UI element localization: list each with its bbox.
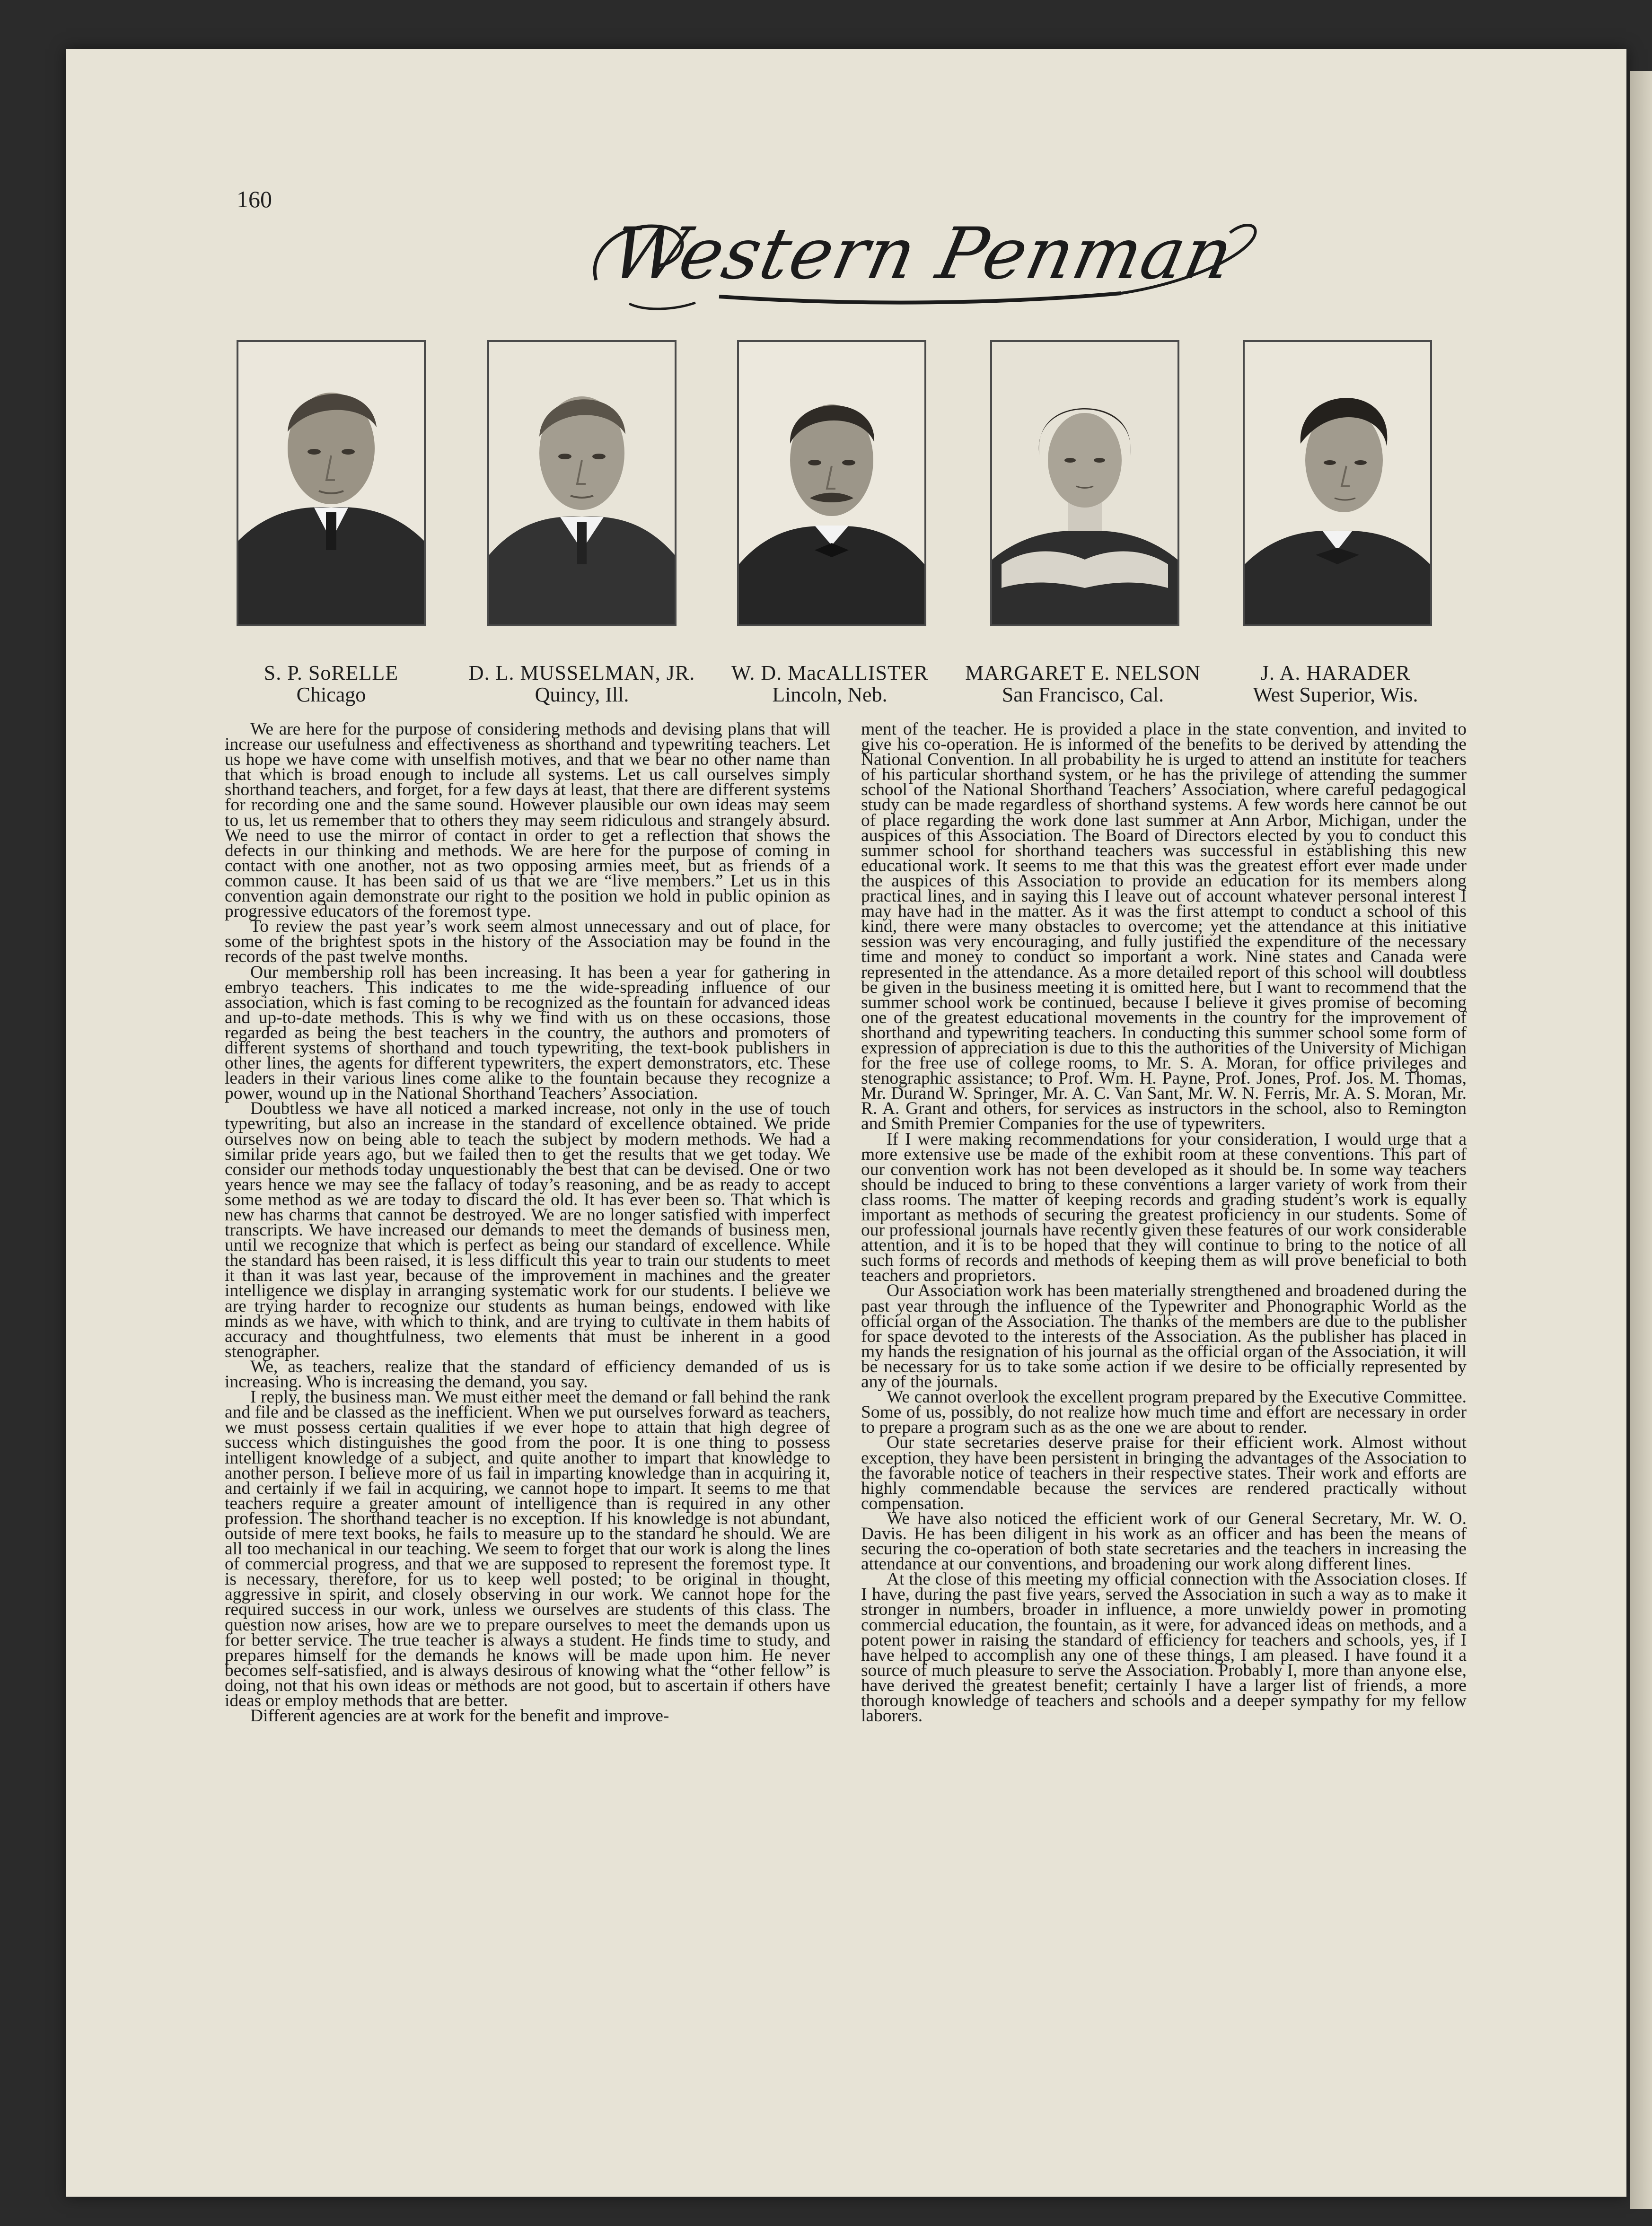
caption-place: Chicago bbox=[296, 683, 366, 706]
paragraph: We are here for the purpose of considering methods and devising plans that will increase our usefulness and effectiveness as shorthand and typewriting teachers. Let us hope we have come with unselfish motives, and that we bear no other name than that which is broad enough to include all systems. Let us call ourselves simply shorthand teachers, and forget, for a few days at least, that there are different systems for recording one and the same sound. However plausible our own ideas may seem to us, let us remember that to others they may seem ridiculous and strangely absurd. We need to use the mirror of contact in order to get a reflection that shows the defects in our thinking and methods. We are here for the purpose of coming in contact with one another, not as two opposing armies meet, but as friends of a common cause. It has been said of us that we are “live members.” Let us in this convention again demonstrate our right to the position we hold in public opinion as progressive educators of the foremost type. bbox=[225, 719, 830, 921]
left-text-column bbox=[225, 719, 830, 1726]
caption-name: J. A. HARADER bbox=[1260, 661, 1411, 684]
portrait-caption-2 bbox=[459, 662, 705, 706]
magazine-page bbox=[66, 49, 1626, 2197]
caption-name: W. D. MacALLISTER bbox=[731, 661, 929, 684]
portrait-caption-4 bbox=[960, 662, 1206, 706]
next-page-edge bbox=[1630, 71, 1652, 2209]
caption-place: San Francisco, Cal. bbox=[1002, 683, 1164, 706]
portrait-caption-1 bbox=[208, 662, 454, 706]
caption-name: D. L. MUSSELMAN, JR. bbox=[468, 661, 695, 684]
caption-place: West Superior, Wis. bbox=[1253, 683, 1418, 706]
portrait-caption-3 bbox=[707, 662, 953, 706]
paragraph: If I were making recommendations for your consideration, I would urge that a more extensive use be made of the exhibit room at these conventions. This part of our convention work has not been developed as it should be. In some way teachers should be induced to bring to these conventions a larger variety of work from their class rooms. The matter of keeping records and grading student’s work is equally important as methods of securing the greatest proficiency in our students. Some of our professional journals have recently given these features of our work considerable attention, and it is to be hoped that they will continue to bring to the notice of all such forms of records and methods of keeping them as will prove beneficial to both teachers and proprietors. bbox=[861, 1129, 1467, 1286]
paragraph: We cannot overlook the excellent program prepared by the Executive Committee. Some of us, possibly, do not realize how much time and effort are necessary in order to prepare a program such as as the one we are about to render. bbox=[861, 1387, 1467, 1437]
portrait-photo-3 bbox=[737, 340, 926, 626]
paragraph: ment of the teacher. He is provided a place in the state convention, and invited to give his co-operation. He is informed of the benefits to be derived by attending the National Convention. In all probability he is urged to attend an institute for teachers of his particular shorthand system, or he has the privilege of attending the summer school of the National Shorthand Teachers’ Association, where careful pedagogical study can be made regardless of shorthand systems. A few words here cannot be out of place regarding the work done last summer at Ann Arbor, Michigan, under the auspices of this Association. The Board of Directors elected by you to conduct this summer school for shorthand teachers was successful in establishing this new educational work. It seems to me that this was the greatest effort ever made under the auspices of this Association to provide an education for its members along practical lines, and in saying this I leave out of account whatever personal interest I may have had in the matter. As it was the first attempt to conduct a school of this kind, there were many obstacles to overcome; yet the attendance at this initiative session was very encouraging, and fully justified the expenditure of the necessary time and money to conduct so important a work. Nine states and Canada were represented in the attendance. As a more detailed report of this school will doubtless be given in the business meeting it is omitted here, but I want to recommend that the summer school work be continued, because I believe it gives promise of becoming one of the greatest educational movements in the country for the improvement of shorthand and typewriting teachers. In conducting this summer school some form of expression of appreciation is due to this the authorities of the University of Michigan for the free use of college rooms, to Mr. S. A. Moran, for office privileges and stenographic assistance; to Prof. Wm. H. Payne, Prof. Jones, Prof. Jos. M. Thomas, Mr. Durand W. Springer, Mr. A. C. Van Sant, Mr. W. N. Ferris, Mr. A. S. Moran, Mr. R. A. Grant and others, for services as instructors in the school, also to Remington and Smith Premier Companies for the use of typewriters. bbox=[861, 719, 1467, 1134]
caption-name: S. P. SoRELLE bbox=[264, 661, 399, 684]
portrait-photo-1 bbox=[237, 340, 426, 626]
masthead-logo bbox=[577, 209, 1268, 318]
portrait-photo-5 bbox=[1243, 340, 1432, 626]
portrait-caption-5 bbox=[1213, 662, 1459, 706]
caption-place: Quincy, Ill. bbox=[535, 683, 629, 706]
portrait-photo-2 bbox=[487, 340, 677, 626]
caption-name: MARGARET E. NELSON bbox=[965, 661, 1201, 684]
right-text-column bbox=[861, 719, 1467, 1726]
masthead-title: Western Penman bbox=[604, 213, 1241, 295]
paragraph: Our state secretaries deserve praise for their efficient work. Almost without exception, they have been persistent in bringing the advantages of the Association to the favorable notice of teachers in their respective states. Their work and efforts are highly commendable because the services are rendered practically without compensation. bbox=[861, 1433, 1467, 1513]
paragraph: We, as teachers, realize that the standard of efficiency demanded of us is increasing. Who is increasing the demand, you say. bbox=[225, 1357, 830, 1392]
paragraph: Doubtless we have all noticed a marked increase, not only in the use of touch typewriting, but also an increase in the standard of excellence obtained. We pride ourselves now on being able to teach the subject by modern methods. We had a similar pride years ago, but we failed then to get the results that we get today. We consider our methods today unquestionably the best that can be devised. One or two years hence we may see the fallacy of today’s reasoning, and be as ready to accept some method as we are today to discard the old. It has ever been so. That which is new has charms that cannot be destroyed. We are no longer satisfied with imperfect transcripts. We have increased our demands to meet the demands of business men, until we recognize that which is perfect as being our standard of excellence. While the standard has been raised, it is less difficult this year to train our students to meet it than it was last year, because of the improvement in machines and the greater intelligence we display in arranging systematic work for our students. I believe we are trying harder to recognize our students as human beings, endowed with like minds as we have, with which to think, and are trying to cultivate in them habits of accuracy and thoughtfulness, two elements that must be inherent in a good stenographer. bbox=[225, 1099, 830, 1361]
paragraph: At the close of this meeting my official connection with the Association closes. If I have, during the past five years, served the Association in such a way as to make it stronger in numbers, broader in influence, a more unwieldy power in promoting commercial education, the fountain, as it were, for advanced ideas on methods, and a potent power in raising the standard of efficiency for teachers and schools, yes, if I have helped to accomplish any one of these things, I am pleased. I have found it a source of much pleasure to serve the Association. Probably I, more than anyone else, have derived the greatest benefit; certainly I have a larger list of friends, a more thorough knowledge of teachers and schools and a deeper sympathy for my fellow laborers. bbox=[861, 1569, 1467, 1726]
paragraph: We have also noticed the efficient work of our General Secretary, Mr. W. O. Davis. He has been diligent in his work as an officer and has been the means of securing the co-operation of both state secretaries and the teachers in increasing the attendance at our conventions, and broadening our work along different lines. bbox=[861, 1508, 1467, 1574]
paragraph: Different agencies are at work for the benefit and improve- bbox=[250, 1706, 669, 1726]
paragraph: Our membership roll has been increasing. It has been a year for gathering in embryo teachers. This indicates to me the wide-spreading influence of our association, which is fast coming to be recognized as the fountain for advanced ideas and up-to-date methods. This is why we find with us on these occasions, those regarded as being the best teachers in the country, the authors and promoters of different systems of shorthand and touch typewriting, the text-book publishers in other lines, the agents for different typewriters, the expert demonstrators, etc. These leaders in their various lines come alike to the fountain because they recognize a power, wound up in the National Shorthand Teachers’ Association. bbox=[225, 962, 830, 1104]
caption-place: Lincoln, Neb. bbox=[772, 683, 888, 706]
paragraph: Our Association work has been materially strengthened and broadened during the past year through the influence of the Typewriter and Phonographic World as the official organ of the Association. The thanks of the members are due to the publisher for space devoted to the interests of the Association. As the publisher has placed in my hands the resignation of his journal as the official organ of the Association, it will be necessary for us to take some action if we desire to be officially represented by any of the journals. bbox=[861, 1281, 1467, 1392]
paragraph: I reply, the business man. We must either meet the demand or fall behind the rank and file and be classed as the inefficient. When we put ourselves forward as teachers, we must possess certain qualities if we ever hope to attain that high degree of success which distinguishes the good from the poor. It is one thing to possess intelligent knowledge of a subject, and quite another to impart that knowledge to another person. I believe more of us fail in imparting knowledge than in acquiring it, and certainly if we fail in acquiring, we cannot hope to impart. It seems to me that teachers require a greater amount of intelligence than is required in any other profession. The shorthand teacher is no exception. If his knowledge is not abundant, outside of mere text books, he fails to measure up to the standard he should. We are all too mechanical in our teaching. We seem to forget that our work is along the lines of commercial progress, and that we are supposed to represent the foremost type. It is necessary, therefore, for us to keep well posted; to be original in thought, aggressive in spirit, and closely observing in our work. We cannot hope for the required success in our work, unless we ourselves are students of this class. The question now arises, how are we to prepare ourselves to meet the demands upon us for better service. The true teacher is always a student. He finds time to study, and prepares himself for the demands he knows will be made upon him. He never becomes self-satisfied, and is always desirous of knowing what the “other fellow” is doing, not that his own ideas or methods are not good, but to ascertain if others have ideas or employ methods that are better. bbox=[225, 1387, 830, 1710]
portrait-photo-4 bbox=[990, 340, 1179, 626]
paragraph: To review the past year’s work seem almost unnecessary and out of place, for some of the brightest spots in the history of the Association may be found in the records of the past twelve months. bbox=[225, 917, 830, 967]
page-number: 160 bbox=[237, 186, 272, 212]
